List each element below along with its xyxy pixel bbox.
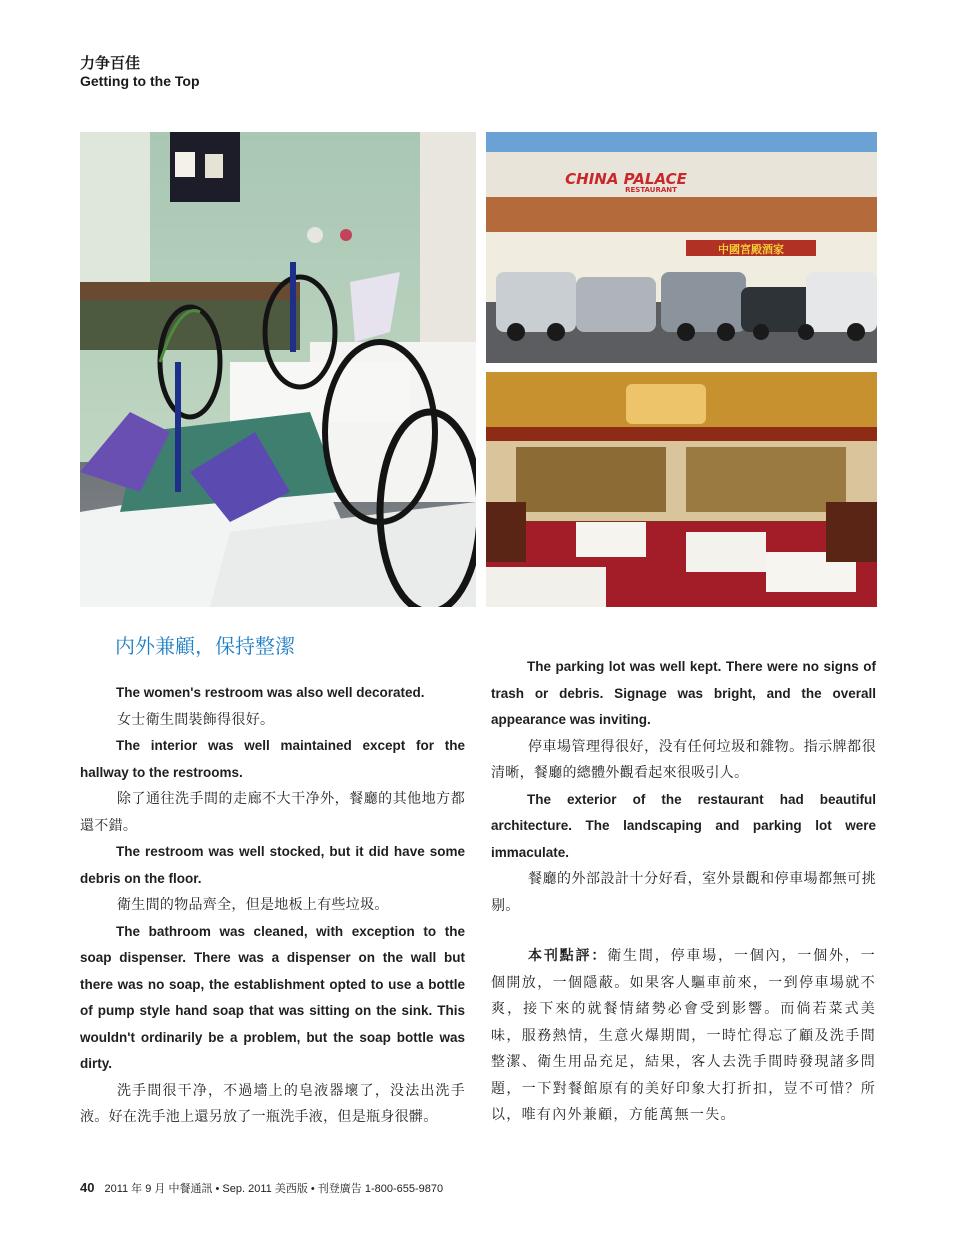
photo-exterior	[486, 132, 877, 363]
article-column-left	[80, 680, 465, 1131]
paragraph-chinese: 停車場管理得很好，没有任何垃圾和雜物。指示牌都很清晰，餐廳的總體外觀看起來很吸引人。	[491, 738, 876, 781]
editor-review	[491, 943, 876, 1129]
paragraph-chinese: 餐廳的外部設計十分好看，室外景觀和停車場都無可挑剔。	[491, 871, 876, 914]
sign-text: CHINA PALACE	[565, 170, 687, 188]
photo-dining-room	[80, 132, 476, 607]
article-column-right	[491, 654, 876, 1129]
paragraph-english: The exterior of the restaurant had beautiful architecture. The landscaping and parking lot were immaculate.	[491, 791, 876, 860]
paragraph-chinese: 女士衛生間裝飾得很好。	[117, 711, 275, 728]
review-text: 衛生間，停車場，一個內，一個外，一個開放，一個隱蔽。如果客人驅車前來，一到停車場就不爽，接下來的就餐情緒勢必會受到影響。而倘若菜式美味，服務熱情，生意火爆期間，一時忙得忘了顧及洗手間整潔、衛生用品充足，結果，客人去洗手間時發現諸多問題，一下對餐館原有的美好印象大打折扣，豈不可惜？所以，唯有內外兼顧，方能萬無一失。	[491, 948, 876, 1123]
footer-text: 2011 年 9 月 中餐通訊 • Sep. 2011 美西版 • 刊登廣告 1-800-655-9870	[104, 1183, 444, 1195]
paragraph-chinese: 洗手間很干净，不過墻上的皂液器壞了，没法出洗手液。好在洗手池上還另放了一瓶洗手液，但是瓶身很髒。	[80, 1082, 465, 1125]
paragraph-chinese: 除了通往洗手間的走廊不大干净外，餐廳的其他地方都還不錯。	[80, 791, 465, 834]
article-heading: 内外兼顧，保持整潔	[115, 634, 295, 658]
paragraph-english: The women's restroom was also well decorated.	[116, 685, 425, 700]
paragraph-chinese: 衛生間的物品齊全，但是地板上有些垃圾。	[117, 897, 389, 913]
page-footer	[80, 1180, 443, 1196]
paragraph-english: The interior was well maintained except for the hallway to the restrooms.	[80, 738, 465, 780]
photo-interior	[486, 372, 877, 607]
sign-chinese-text: 中國宮殿酒家	[718, 243, 784, 256]
page-number: 40	[80, 1180, 95, 1195]
paragraph-english: The restroom was well stocked, but it did have some debris on the floor.	[80, 844, 465, 886]
section-title-english: Getting to the Top	[80, 73, 200, 89]
section-title-chinese: 力争百佳	[80, 54, 141, 72]
review-label: 本刊點評：	[528, 948, 608, 964]
sign-subtext: RESTAURANT	[625, 186, 677, 194]
paragraph-english: The parking lot was well kept. There were no signs of trash or debris. Signage was bright, and the overall appearance was inviting.	[491, 659, 876, 727]
paragraph-english: The bathroom was cleaned, with exception to the soap dispenser. There was a dispenser on the wall but there was no soap, the establishment opted to use a bottle of pump style hand soap that was sitting on the sink. This wouldn't ordinarily be a problem, but the soap bottle was dirty.	[80, 923, 465, 1071]
